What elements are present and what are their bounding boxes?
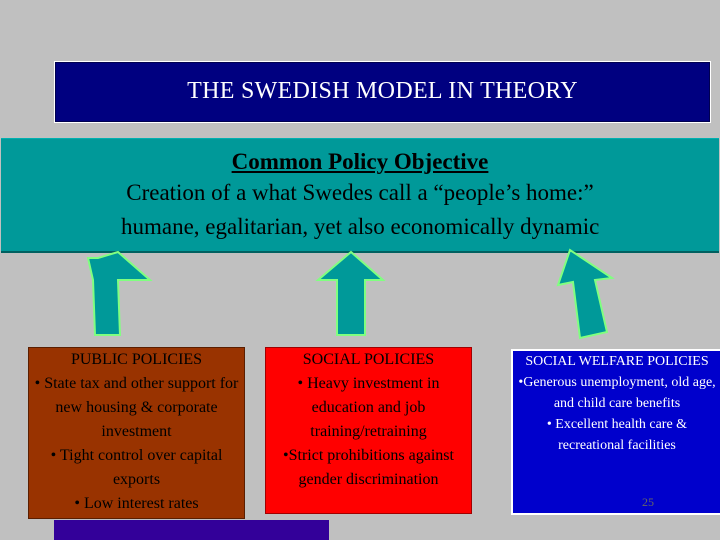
social-policies-heading: SOCIAL POLICIES [302, 351, 435, 368]
arrow-public-to-objective [88, 252, 150, 335]
page-title: THE SWEDISH MODEL IN THEORY [187, 78, 578, 104]
objective-heading: Common Policy Objective [231, 149, 489, 174]
decorative-strip [54, 520, 329, 540]
social-policies-panel [265, 347, 472, 514]
public-bullet-1: • State tax and other support for new housing & corporate investment [34, 375, 239, 440]
public-bullet-3: • Low interest rates [74, 495, 199, 512]
arrow-social-to-objective [318, 252, 383, 335]
page-number: 25 [642, 495, 654, 509]
social-bullet-2: •Strict prohibitions against gender discrimination [283, 447, 454, 488]
objective-line-1: Creation of a what Swedes call a “people’s home:” [126, 180, 594, 205]
arrow-welfare-to-objective [558, 250, 612, 338]
public-policies-heading: PUBLIC POLICIES [70, 351, 203, 368]
objective-line-2: humane, egalitarian, yet also economically dynamic [121, 214, 600, 239]
public-bullet-2: • Tight control over capital exports [50, 447, 223, 488]
social-welfare-panel [511, 349, 720, 515]
welfare-bullet-1: •Generous unemployment, old age, and child care benefits [518, 375, 716, 411]
social-welfare-heading: SOCIAL WELFARE POLICIES [525, 354, 709, 369]
social-bullet-1: • Heavy investment in education and job training/retraining [297, 375, 440, 440]
welfare-bullet-2: • Excellent health care & recreational facilities [546, 417, 688, 453]
public-policies-panel [28, 347, 245, 519]
